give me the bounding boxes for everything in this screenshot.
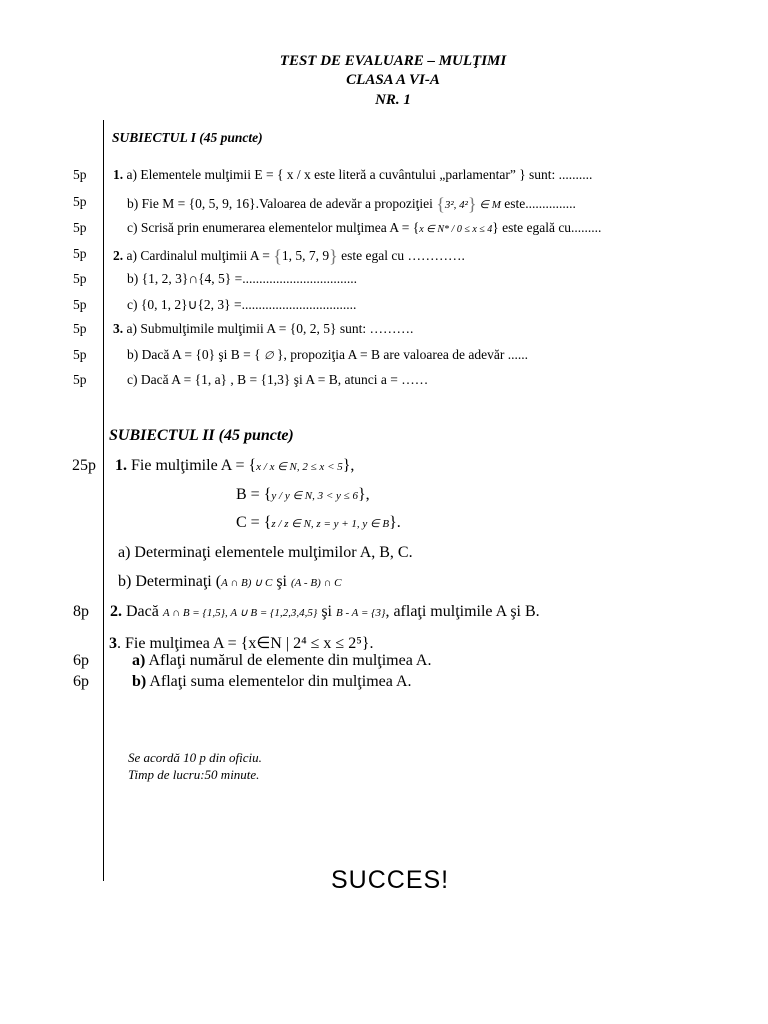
question-2a: [113, 246, 465, 267]
problem-3a: [132, 652, 431, 670]
problem-text: , aflaţi mulţimile A şi B.: [385, 603, 540, 620]
points: 6p: [73, 673, 89, 690]
problem-text: Aflaţi suma elementelor din mulţimea A.: [146, 673, 412, 690]
time-note: Timp de lucru:50 minute.: [128, 767, 260, 782]
question-1b: [127, 194, 576, 215]
points: 5p: [73, 194, 87, 209]
question-text: c) Scrisă prin enumerarea elementelor mulţimea A = {: [127, 220, 420, 235]
points: 5p: [73, 167, 87, 182]
problem-3b: [132, 673, 412, 691]
question-1c: [127, 220, 601, 236]
question-number: 2.: [113, 248, 124, 263]
formula: x ∈ N* / 0 ≤ x ≤ 4: [419, 224, 493, 235]
question-text: a) Submulţimile mulţimii A = {0, 2, 5} sunt: ……….: [123, 321, 414, 336]
section-2-heading: SUBIECTUL II (45 puncte): [109, 427, 294, 444]
problem-3: [109, 633, 373, 653]
formula: (A - B) ∩ C: [291, 577, 342, 589]
problem-text: . Fie mulţimea A = {x∈N | 2⁴ ≤ x ≤ 2⁵}.: [117, 635, 374, 652]
test-title: TEST DE EVALUARE – MULŢIMI: [279, 53, 507, 69]
problem-text: b) Determinaţi (: [118, 573, 222, 590]
class-title: CLASA A VI-A: [346, 72, 440, 88]
points: 25p: [72, 457, 96, 474]
formula: A ∩ B) ∪ C: [221, 577, 273, 589]
problem-2: [110, 603, 540, 621]
question-text: } este egală cu.........: [492, 220, 602, 235]
question-2c: c) {0, 1, 2}∪{2, 3} =..................................: [127, 297, 357, 312]
question-1a: [113, 167, 592, 183]
set-a-formula: x / x ∈ N, 2 ≤ x < 5: [256, 461, 343, 473]
points: 5p: [73, 321, 87, 336]
formula: A ∩ B = {1,5}, A ∪ B = {1,2,3,4,5}: [162, 607, 318, 619]
brace-open: {: [273, 246, 282, 266]
brace-close: }: [467, 194, 477, 214]
points: 5p: [73, 220, 87, 235]
question-3b: [127, 347, 528, 363]
set-c-formula: z / z ∈ N, z = y + 1, y ∈ B: [271, 518, 390, 530]
question-2b: b) {1, 2, 3}∩{4, 5} =..................................: [127, 271, 358, 286]
problem-number: 2.: [110, 603, 122, 620]
problem-text: Dacă: [122, 603, 163, 620]
formula: 3², 4²: [444, 199, 468, 211]
formula: ∈ M: [476, 199, 501, 211]
question-number: 1.: [113, 167, 124, 182]
set-close: },: [342, 457, 355, 474]
bonus-note: Se acordă 10 p din oficiu.: [128, 750, 262, 765]
brace-open: {: [436, 194, 445, 214]
question-text: a) Elementele mulţimii E = { x / x este literă a cuvântului „parlamentar” } sunt: ..........: [123, 167, 593, 182]
set-close: }.: [389, 514, 401, 531]
question-text: b) Dacă A = {0} şi B = {: [127, 347, 265, 362]
problem-number: 1.: [115, 457, 127, 474]
set-b-line: [236, 486, 370, 504]
question-3a: [113, 321, 413, 337]
problem-label: a): [132, 652, 146, 669]
margin-rule: [103, 120, 104, 881]
brace-close: }: [329, 246, 338, 266]
set-c-label: C = {: [236, 514, 272, 531]
test-number: NR. 1: [375, 92, 411, 108]
points: 6p: [73, 652, 89, 669]
points: 5p: [73, 271, 87, 286]
points: 5p: [73, 347, 87, 362]
problem-1a: a) Determinaţi elementele mulţimilor A, B, C.: [118, 544, 413, 561]
set-close: },: [357, 486, 370, 503]
points: 5p: [73, 372, 87, 387]
question-text: b) Fie M = {0, 5, 9, 16}.Valoarea de adevăr a propoziţiei: [127, 196, 437, 211]
question-text: }, propoziţia A = B are valoarea de adevăr ......: [273, 347, 528, 362]
formula: ∅: [264, 350, 274, 362]
points: 8p: [73, 603, 89, 620]
question-text: este egal cu ………….: [337, 248, 465, 263]
problem-text: şi: [272, 573, 291, 590]
problem-text: Fie mulţimile A = {: [127, 457, 257, 474]
formula: 1, 5, 7, 9: [281, 248, 330, 263]
question-number: 3.: [113, 321, 124, 336]
problem-text: şi: [317, 603, 336, 620]
question-text: este...............: [500, 196, 576, 211]
points: 5p: [73, 297, 87, 312]
problem-number: 3: [109, 635, 117, 652]
set-b-formula: y / y ∈ N, 3 < y ≤ 6: [271, 490, 358, 502]
problem-label: b): [132, 673, 147, 690]
question-text: a) Cardinalul mulţimii A =: [123, 248, 274, 263]
problem-1-intro: [115, 457, 354, 475]
problem-1b: [118, 573, 342, 591]
problem-text: Aflaţi numărul de elemente din mulţimea A.: [145, 652, 432, 669]
question-3c: c) Dacă A = {1, a} , B = {1,3} şi A = B, atunci a = ……: [127, 372, 429, 387]
section-1-heading: SUBIECTUL I (45 puncte): [112, 130, 263, 145]
success-message: SUCCES!: [331, 866, 450, 894]
set-b-label: B = {: [236, 486, 272, 503]
points: 5p: [73, 246, 87, 261]
formula: B - A = {3}: [336, 607, 386, 619]
set-c-line: [236, 514, 401, 532]
